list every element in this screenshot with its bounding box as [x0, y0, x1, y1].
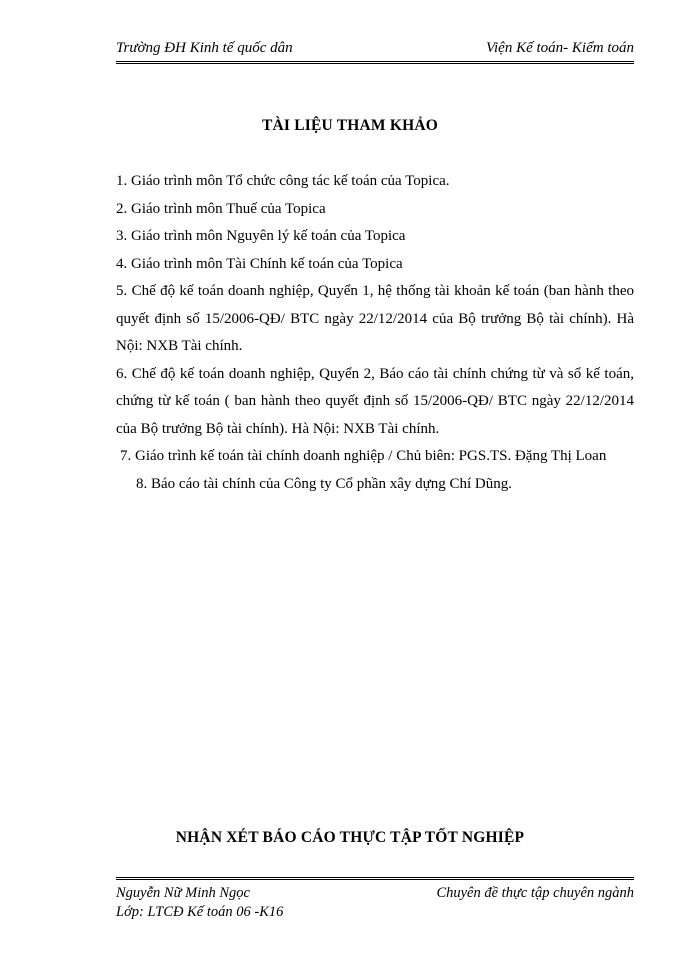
header-university: Trường ĐH Kinh tế quốc dân [116, 40, 293, 56]
page-header [116, 38, 634, 60]
reference-item: 6. Chế độ kế toán doanh nghiệp, Quyển 2, Báo cáo tài chính chứng từ và sổ kế toán, chứng từ kế toán ( ban hành theo quyết định số 15/2006-QĐ/ BTC ngày 22/12/2014 của Bộ trưởng Bộ tài chính). Hà Nội: NXB Tài chính. [116, 365, 634, 437]
footer-class: Lớp: LTCĐ Kế toán 06 -K16 [116, 904, 284, 920]
reference-item: 1. Giáo trình môn Tổ chức công tác kế toán của Topica. [116, 173, 450, 189]
references-list [116, 168, 634, 498]
page-footer [116, 884, 634, 922]
reference-item: 7. Giáo trình kế toán tài chính doanh nghiệp / Chủ biên: PGS.TS. Đặng Thị Loan [120, 448, 607, 464]
reference-item: 4. Giáo trình môn Tài Chính kế toán của Topica [116, 255, 403, 272]
references-title: TÀI LIỆU THAM KHẢO [262, 117, 438, 134]
footer-rule [116, 877, 634, 880]
footer-topic: Chuyên đề thực tập chuyên ngành [436, 885, 634, 901]
footer-author: Nguyễn Nữ Minh Ngọc [116, 885, 250, 901]
reference-item: 3. Giáo trình môn Nguyên lý kế toán của Topica [116, 228, 406, 244]
reference-item: 5. Chế độ kế toán doanh nghiệp, Quyển 1, hệ thống tài khoản kế toán (ban hành theo quyết định số 15/2006-QĐ/ BTC ngày 22/12/2014 của Bộ trưởng Bộ tài chính). Hà Nội: NXB Tài chính. [116, 283, 634, 354]
header-institute: Viện Kế toán- Kiểm toán [485, 40, 634, 56]
review-title: NHẬN XÉT BÁO CÁO THỰC TẬP TỐT NGHIỆP [175, 829, 525, 846]
reference-item: 2. Giáo trình môn Thuế của Topica [116, 200, 326, 217]
header-rule [116, 61, 634, 64]
reference-item: 8. Báo cáo tài chính của Công ty Cổ phần xây dựng Chí Dũng. [136, 475, 512, 492]
